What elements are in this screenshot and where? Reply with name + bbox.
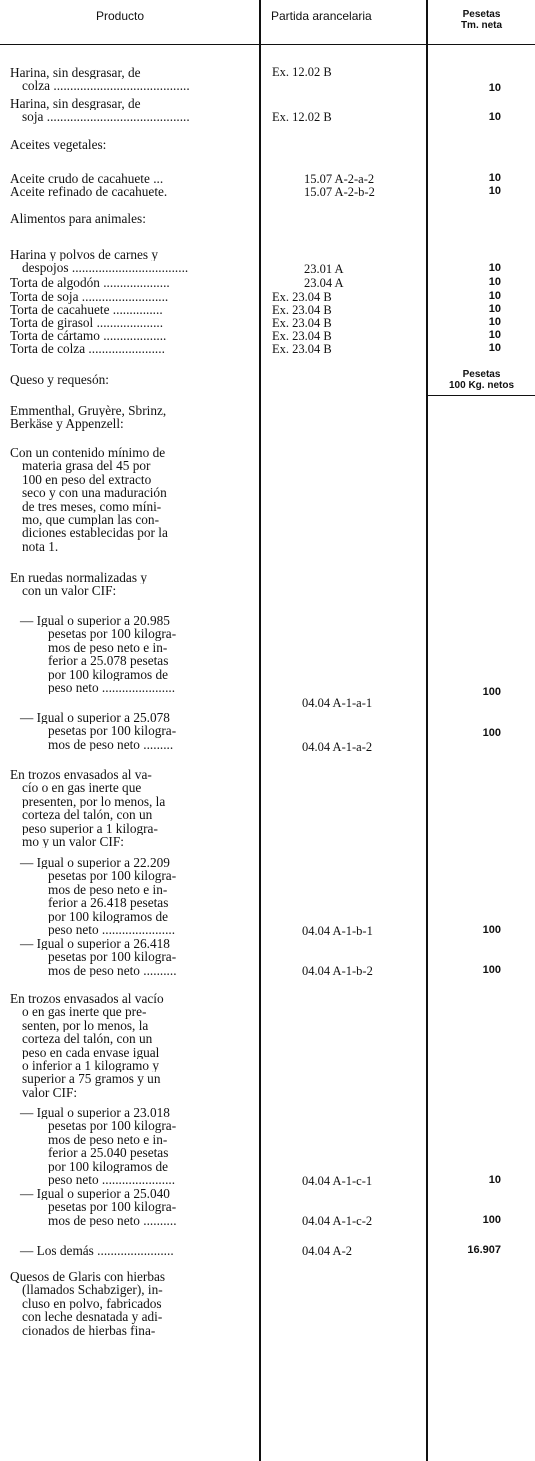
item-a1-line: — Igual o superior a 20.985 [20, 614, 170, 628]
value-torta-cartamo: 10 [488, 329, 501, 341]
kg-header-rule [428, 395, 535, 396]
para-trozos2-line: senten, por lo menos, la [22, 1018, 149, 1033]
para-ruedas-line: En ruedas normalizadas y [10, 571, 147, 585]
row-harina-carnes-line1: Harina y polvos de carnes y [10, 248, 159, 262]
item-c2-line: pesetas por 100 kilogra- [48, 1200, 177, 1214]
value-torta-algodon: 10 [488, 276, 501, 288]
para-trozos2-line: superior a 75 gramos y un [22, 1072, 161, 1086]
item-c1-line: pesetas por 100 kilogra- [48, 1119, 177, 1133]
row-torta-algodon: Torta de algodón .................... [10, 275, 170, 290]
header-partida: Partida arancelaria [271, 9, 372, 23]
para-trozos2-line: o inferior a 1 kilogramo y [22, 1058, 159, 1073]
code-torta-colza: Ex. 23.04 B [272, 342, 332, 356]
code-harina-carnes: 23.01 A [304, 262, 344, 276]
para-contenido [10, 446, 248, 553]
value-b2: 100 [482, 964, 501, 976]
para-contenido-line: seco y con una maduración [22, 486, 167, 500]
value-b1: 100 [482, 924, 501, 936]
code-torta-girasol: Ex. 23.04 B [272, 316, 332, 330]
para-contenido-line: nota 1. [22, 539, 59, 554]
code-torta-algodon: 23.04 A [304, 276, 344, 290]
row-torta-cartamo: Torta de cártamo ................... [10, 328, 167, 343]
section-alimentos: Alimentos para animales: [10, 211, 146, 226]
header-producto: Producto [96, 9, 145, 23]
para-ruedas-line: con un valor CIF: [22, 584, 117, 598]
code-c1: 04.04 A-1-c-1 [302, 1174, 373, 1188]
para-trozos2-line: corteza del talón, con un [22, 1032, 153, 1046]
value-harina-carnes: 10 [488, 262, 501, 274]
item-c1-line: mos de peso neto e in- [48, 1132, 168, 1147]
code-aceite-crudo: 15.07 A-2-a-2 [304, 172, 375, 186]
value-c2: 100 [482, 1214, 501, 1226]
code-a1: 04.04 A-1-a-1 [302, 696, 373, 710]
code-aceite-refinado: 15.07 A-2-b-2 [304, 185, 375, 199]
row-harina-colza-line1: Harina, sin desgrasar, de [10, 66, 141, 80]
item-c2 [10, 1187, 248, 1227]
value-a2: 100 [482, 727, 501, 739]
row-aceite-refinado: Aceite refinado de cacahuete. [10, 184, 168, 199]
para-glaris-line: Quesos de Glaris con hierbas [10, 1270, 166, 1284]
section-queso: Queso y requesón: [10, 372, 109, 387]
item-c1 [10, 1106, 248, 1186]
row-harina-carnes [10, 248, 248, 275]
para-trozos1-line: mo y un valor CIF: [22, 834, 124, 849]
value-harina-soja: 10 [488, 111, 501, 123]
item-b2-line: mos de peso neto .......... [48, 963, 177, 978]
row-aceite-crudo: Aceite crudo de cacahuete ... [10, 171, 164, 186]
item-a1-line: pesetas por 100 kilogra- [48, 627, 177, 641]
emmenthal-line2: Berkäse y Appenzell: [10, 417, 124, 431]
para-trozos1-line: En trozos envasados al va- [10, 768, 152, 782]
para-trozos1-line: corteza del talón, con un [22, 808, 153, 822]
para-trozos2-line: peso en cada envase igual [22, 1045, 160, 1059]
value-c1: 10 [488, 1174, 501, 1186]
para-trozos2-line: En trozos envasados al vacío [10, 992, 164, 1006]
code-los-demas: 04.04 A-2 [302, 1244, 352, 1258]
column-divider-1 [259, 0, 261, 1461]
item-c2-line: mos de peso neto .......... [48, 1213, 177, 1228]
para-contenido-line: 100 en peso del extracto [22, 472, 152, 487]
header-pesetas-kg-line2: 100 Kg. netos [448, 380, 515, 391]
item-a1-line: por 100 kilogramos de [48, 667, 169, 681]
row-harina-soja-line2: soja ........................................... [22, 110, 190, 124]
para-contenido-line: diciones establecidas por la [22, 526, 168, 540]
code-b2: 04.04 A-1-b-2 [302, 964, 373, 978]
value-torta-girasol: 10 [488, 316, 501, 328]
para-contenido-line: materia grasa del 45 por [22, 459, 151, 473]
para-trozos1-line: cío o en gas inerte que [22, 781, 142, 795]
value-torta-colza: 10 [488, 342, 501, 354]
item-b2-line: pesetas por 100 kilogra- [48, 950, 177, 964]
item-c1-line: por 100 kilogramos de [48, 1159, 169, 1173]
para-glaris [10, 1270, 248, 1337]
row-torta-soja: Torta de soja .......................... [10, 289, 169, 304]
code-b1: 04.04 A-1-b-1 [302, 924, 373, 938]
item-b1-line: mos de peso neto e in- [48, 882, 168, 897]
item-c2-line: — Igual o superior a 25.040 [20, 1187, 170, 1201]
row-los-demas: — Los demás ....................... [20, 1243, 174, 1258]
header-rule [0, 44, 535, 45]
code-torta-cartamo: Ex. 23.04 B [272, 329, 332, 343]
para-contenido-line: de tres meses, como míni- [22, 499, 162, 513]
value-torta-soja: 10 [488, 290, 501, 302]
para-trozos1-line: presenten, por lo menos, la [22, 794, 166, 809]
item-a2 [10, 711, 248, 751]
value-aceite-refinado: 10 [488, 185, 501, 197]
section-emmenthal [10, 404, 248, 431]
para-glaris-line: (llamados Schabziger), in- [22, 1283, 163, 1297]
row-harina-soja-line1: Harina, sin desgrasar, de [10, 97, 141, 111]
item-b2 [10, 937, 248, 977]
item-a2-line: pesetas por 100 kilogra- [48, 724, 177, 738]
item-a1 [10, 614, 248, 694]
value-harina-colza: 10 [488, 82, 501, 94]
row-harina-carnes-line2: despojos ................................... [22, 261, 189, 275]
column-divider-2 [426, 0, 428, 1461]
header-pesetas-tm-line2: Tm. neta [460, 20, 503, 31]
header-pesetas-kg-line1: Pesetas [462, 369, 501, 380]
item-b2-line: — Igual o superior a 26.418 [20, 937, 170, 951]
row-harina-colza-line2: colza ......................................... [22, 79, 190, 93]
para-glaris-line: cionados de hierbas fina- [22, 1323, 156, 1337]
value-torta-cacahuete: 10 [488, 303, 501, 315]
value-a1: 100 [482, 686, 501, 698]
value-aceite-crudo: 10 [488, 172, 501, 184]
header-pesetas-kg [428, 369, 535, 391]
para-trozos2-line: o en gas inerte que pre- [22, 1005, 147, 1019]
row-torta-girasol: Torta de girasol .................... [10, 315, 164, 330]
row-harina-soja [10, 97, 248, 124]
code-torta-soja: Ex. 23.04 B [272, 290, 332, 304]
para-trozos2 [10, 992, 248, 1099]
item-b1 [10, 856, 248, 936]
para-ruedas [10, 571, 248, 598]
item-b1-line: — Igual o superior a 22.209 [20, 856, 170, 870]
item-a2-line: mos de peso neto ......... [48, 737, 174, 752]
item-c1-line: peso neto ...................... [48, 1172, 176, 1187]
para-glaris-line: cluso en polvo, fabricados [22, 1296, 162, 1311]
value-los-demas: 16.907 [467, 1244, 501, 1256]
item-b1-line: ferior a 26.418 pesetas [48, 896, 169, 910]
code-torta-cacahuete: Ex. 23.04 B [272, 303, 332, 317]
code-a2: 04.04 A-1-a-2 [302, 740, 373, 754]
header-pesetas-tm [428, 9, 535, 31]
para-trozos2-line: valor CIF: [22, 1085, 78, 1100]
para-contenido-line: Con un contenido mínimo de [10, 446, 166, 460]
item-a1-line: peso neto ...................... [48, 680, 176, 695]
row-harina-colza [10, 66, 248, 93]
item-a1-line: ferior a 25.078 pesetas [48, 654, 169, 668]
header-pesetas-tm-line1: Pesetas [462, 9, 501, 20]
code-c2: 04.04 A-1-c-2 [302, 1214, 373, 1228]
section-aceites: Aceites vegetales: [10, 137, 107, 152]
item-a1-line: mos de peso neto e in- [48, 640, 168, 655]
item-b1-line: por 100 kilogramos de [48, 909, 169, 923]
row-torta-cacahuete: Torta de cacahuete ............... [10, 302, 163, 317]
para-contenido-line: mo, que cumplan las con- [22, 512, 159, 527]
para-trozos1 [10, 768, 248, 848]
item-b1-line: pesetas por 100 kilogra- [48, 869, 177, 883]
emmenthal-line1: Emmenthal, Gruyère, Sbrinz, [10, 404, 167, 418]
item-a2-line: — Igual o superior a 25.078 [20, 711, 170, 725]
code-harina-colza: Ex. 12.02 B [272, 65, 332, 79]
para-trozos1-line: peso superior a 1 kilogra- [22, 821, 158, 835]
row-torta-colza: Torta de colza ....................... [10, 341, 165, 356]
code-harina-soja: Ex. 12.02 B [272, 110, 332, 124]
para-glaris-line: con leche desnatada y adi- [22, 1310, 163, 1324]
item-c1-line: — Igual o superior a 23.018 [20, 1106, 170, 1120]
item-c1-line: ferior a 25.040 pesetas [48, 1146, 169, 1160]
item-b1-line: peso neto ...................... [48, 922, 176, 937]
